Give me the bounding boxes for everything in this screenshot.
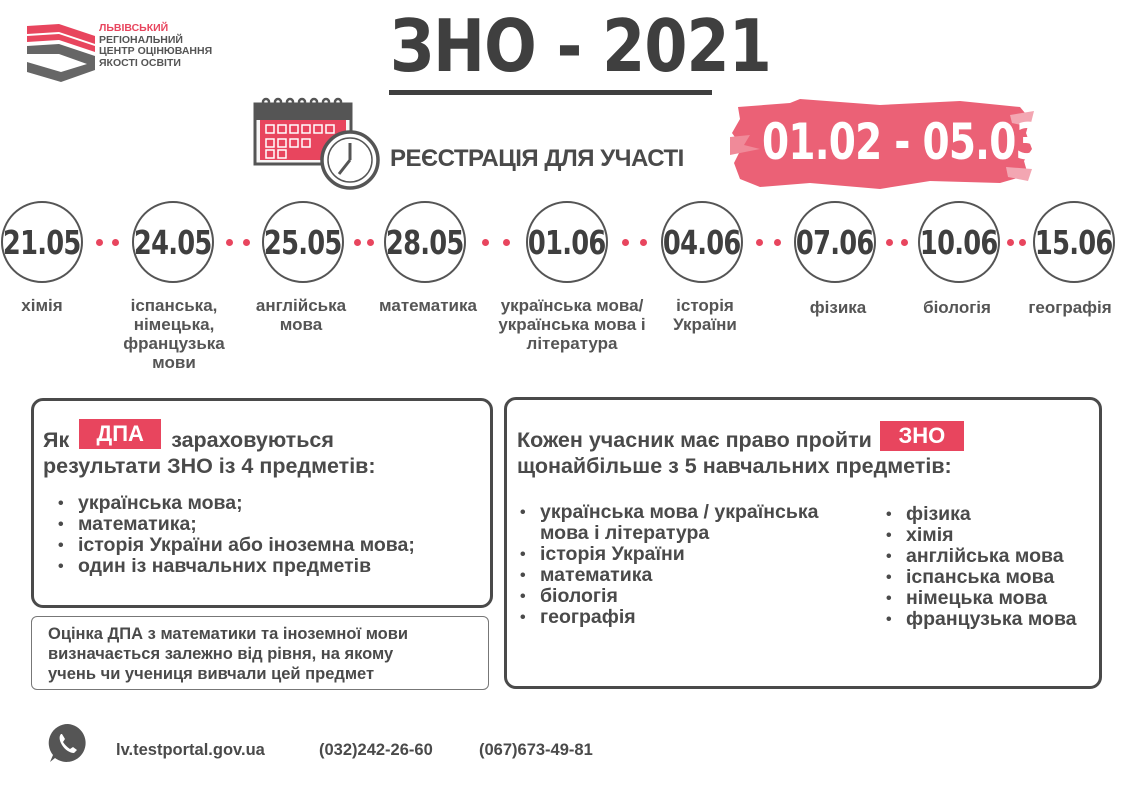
calendar-clock-icon [252, 94, 384, 190]
timeline-connector-dot [774, 239, 781, 246]
logo-text [99, 23, 212, 69]
timeline-connector-dot [354, 239, 361, 246]
zno-heading-line2: щонайбільше з 5 навчальних предметів: [517, 454, 952, 478]
list-item: • українська мова; [78, 493, 415, 514]
zno-tag: ЗНО [880, 421, 964, 451]
list-item: • французька мова [906, 609, 1121, 630]
note-line-3: учень чи учениця вивчали цей предмет [48, 665, 375, 683]
registration-label: РЕЄСТРАЦІЯ ДЛЯ УЧАСТІ [390, 145, 684, 172]
timeline-date: 15.06 [1035, 222, 1113, 262]
timeline-connector-dot [1007, 239, 1014, 246]
timeline-subject: математика [379, 296, 477, 315]
timeline-connector-dot [503, 239, 510, 246]
zno-subject-list-right [884, 504, 1121, 630]
timeline-date-circle [1033, 201, 1115, 283]
list-item: • іспанська мова [906, 567, 1121, 588]
timeline-connector-dot [482, 239, 489, 246]
note-line-2: визначається залежно від рівня, на якому [48, 645, 394, 663]
timeline-date-circle [132, 201, 214, 283]
timeline-connector-dot [112, 239, 119, 246]
timeline-connector-dot [886, 239, 893, 246]
logo-line-3: ЦЕНТР ОЦІНЮВАННЯ [99, 45, 213, 57]
list-item: • математика [540, 565, 860, 586]
list-item: • українська мова / українська мова і література [540, 502, 860, 544]
timeline-connector-dot [367, 239, 374, 246]
page-title: ЗНО - 2021 [390, 4, 772, 88]
timeline-date: 04.06 [663, 222, 741, 262]
timeline-date-circle [526, 201, 608, 283]
dpa-heading [43, 421, 483, 478]
dpa-heading-line2: результати ЗНО із 4 предметів: [43, 454, 376, 478]
list-item: • історія України або іноземна мова; [78, 535, 415, 556]
list-item: • географія [540, 607, 860, 628]
timeline-connector-dot [901, 239, 908, 246]
registration-dates: 01.02 - 05.03 [762, 113, 1042, 171]
timeline-subject: історія України [673, 296, 737, 334]
list-item: • математика; [78, 514, 415, 535]
timeline-connector-dot [756, 239, 763, 246]
timeline-date: 01.06 [528, 222, 606, 262]
timeline-subject: фізика [809, 298, 867, 317]
timeline-connector-dot [1019, 239, 1026, 246]
title-underline [389, 90, 712, 95]
phone-icon [47, 722, 89, 764]
list-item: • англійська мова [906, 546, 1121, 567]
logo-line-4: ЯКОСТІ ОСВІТИ [99, 56, 181, 69]
zno-heading-pre: Кожен учасник має право пройти [517, 428, 872, 452]
list-item: • хімія [906, 525, 1121, 546]
timeline-date-circle [384, 201, 466, 283]
list-item: • один із навчальних предметів [78, 556, 415, 577]
timeline-subject: англійська мова [255, 296, 347, 334]
timeline-date: 25.05 [264, 222, 342, 262]
list-item: • німецька мова [906, 588, 1121, 609]
timeline-date-circle [262, 201, 344, 283]
timeline-connector-dot [640, 239, 647, 246]
logo-line-1: ЛЬВІВСЬКИЙ [99, 22, 169, 34]
timeline-date: 21.05 [3, 222, 81, 262]
zno-heading [517, 425, 1097, 478]
timeline-subject: хімія [21, 296, 63, 315]
timeline-date-circle [918, 201, 1000, 283]
timeline-connector-dot [96, 239, 103, 246]
list-item: • історія України [540, 544, 860, 565]
timeline-subject: географія [1028, 298, 1112, 317]
timeline-date-circle [661, 201, 743, 283]
note-line-1: Оцінка ДПА з математики та іноземної мови [48, 625, 409, 643]
timeline-date: 07.06 [796, 222, 874, 262]
zno-subject-list-left [518, 502, 860, 628]
dpa-heading-post: зараховуються [171, 428, 334, 452]
timeline-date: 10.06 [920, 222, 998, 262]
footer-website[interactable]: lv.testportal.gov.ua [116, 741, 265, 759]
logo-line-2: РЕГІОНАЛЬНИЙ [99, 33, 183, 46]
dpa-subject-list [56, 493, 415, 577]
footer-phone-1: (032)242-26-60 [319, 741, 433, 759]
timeline-date-circle [794, 201, 876, 283]
list-item: • біологія [540, 586, 860, 607]
timeline-subject: українська мова/ українська мова і література [498, 296, 646, 353]
timeline-connector-dot [226, 239, 233, 246]
footer-phone-2: (067)673-49-81 [479, 741, 593, 759]
timeline-date: 24.05 [134, 222, 212, 262]
timeline-connector-dot [622, 239, 629, 246]
timeline-subject: біологія [923, 298, 991, 317]
dpa-tag: ДПА [79, 419, 161, 449]
timeline-subject: іспанська, німецька, французька мови [123, 296, 225, 372]
timeline-date-circle [1, 201, 83, 283]
timeline-connector-dot [243, 239, 250, 246]
timeline-date: 28.05 [386, 222, 464, 262]
list-item: • фізика [906, 504, 1121, 525]
dpa-note-text [48, 624, 408, 684]
dpa-heading-pre: Як [43, 428, 70, 452]
